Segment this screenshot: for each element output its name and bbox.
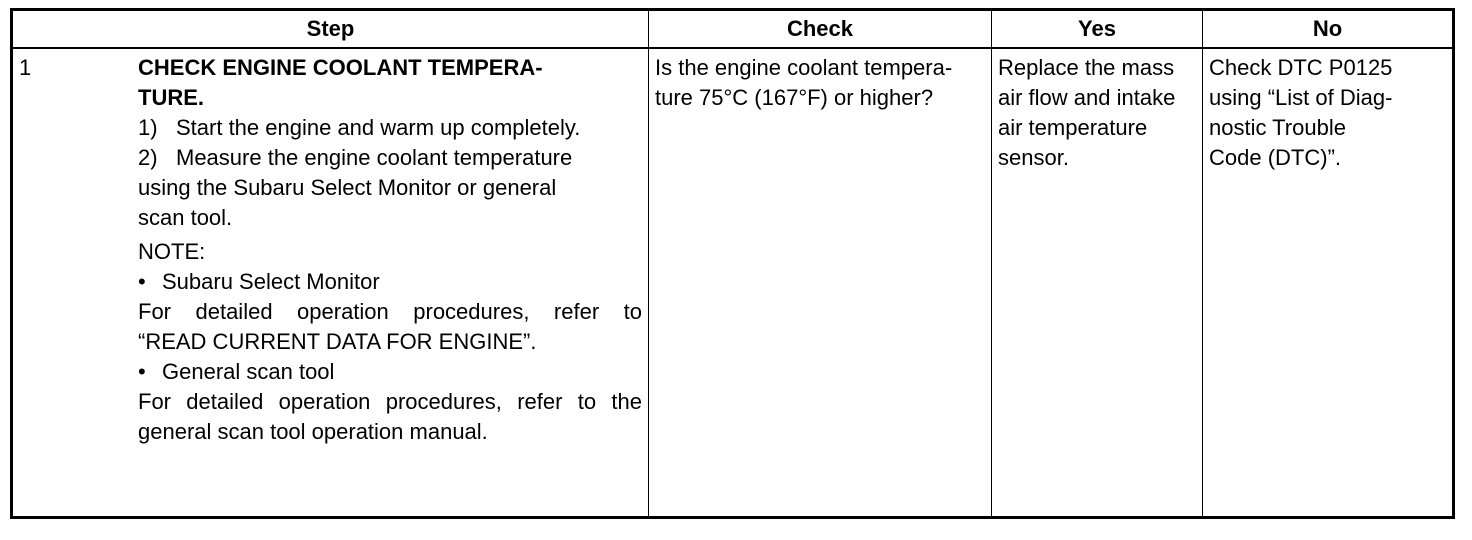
- step-body: [138, 49, 648, 447]
- step-title-line1: CHECK ENGINE COOLANT TEMPERA-: [138, 55, 543, 80]
- note-bullet-1-line2: “READ CURRENT DATA FOR ENGINE”.: [138, 329, 537, 354]
- step-title-line2: TURE.: [138, 85, 204, 110]
- step-item-2-number: 2): [138, 145, 158, 170]
- note-bullet-1-text: Subaru Select Monitor: [162, 269, 380, 294]
- note-bullet-2-text: General scan tool: [162, 359, 335, 384]
- step-number: 1: [19, 55, 32, 80]
- note-label: NOTE:: [138, 239, 206, 264]
- bullet-icon: •: [138, 269, 146, 294]
- step-cell: [12, 48, 649, 518]
- step-item-1-number: 1): [138, 115, 158, 140]
- note-bullet-1: [138, 267, 642, 297]
- header-no: No: [1203, 10, 1454, 49]
- no-line-1: Check DTC P0125: [1209, 55, 1393, 80]
- no-line-3: nostic Trouble: [1209, 115, 1346, 140]
- note-bullet-2-line1: For detailed operation procedures, refer to the: [138, 389, 642, 414]
- diagnostic-table: [10, 8, 1455, 519]
- no-cell: [1203, 48, 1454, 518]
- yes-cell: [992, 48, 1203, 518]
- no-line-2: using “List of Diag-: [1209, 85, 1393, 110]
- yes-line-2: air flow and intake: [998, 85, 1176, 110]
- note-bullet-1-line1: For detailed operation procedures, refer to: [138, 299, 642, 324]
- yes-line-4: sensor.: [998, 145, 1069, 170]
- header-step: Step: [12, 10, 649, 49]
- header-row: [12, 10, 1454, 49]
- check-line-2: ture 75°C (167°F) or higher?: [655, 85, 934, 110]
- header-yes: Yes: [992, 10, 1203, 49]
- note-bullet-2-line2: general scan tool operation manual.: [138, 419, 488, 444]
- step-item-2: [138, 143, 642, 173]
- check-line-1: Is the engine coolant tempera-: [655, 55, 953, 80]
- step-item-2-text: Measure the engine coolant temperature: [176, 145, 573, 170]
- table-row: [12, 48, 1454, 518]
- yes-line-3: air temperature: [998, 115, 1148, 140]
- yes-line-1: Replace the mass: [998, 55, 1175, 80]
- header-check: Check: [649, 10, 992, 49]
- bullet-icon: •: [138, 359, 146, 384]
- step-item-2-line2: using the Subaru Select Monitor or general: [138, 175, 557, 200]
- step-item-2-line3: scan tool.: [138, 205, 233, 230]
- step-item-1: [138, 113, 642, 143]
- step-item-1-text: Start the engine and warm up completely.: [176, 115, 581, 140]
- no-line-4: Code (DTC)”.: [1209, 145, 1342, 170]
- check-cell: [649, 48, 992, 518]
- note-bullet-2: [138, 357, 642, 387]
